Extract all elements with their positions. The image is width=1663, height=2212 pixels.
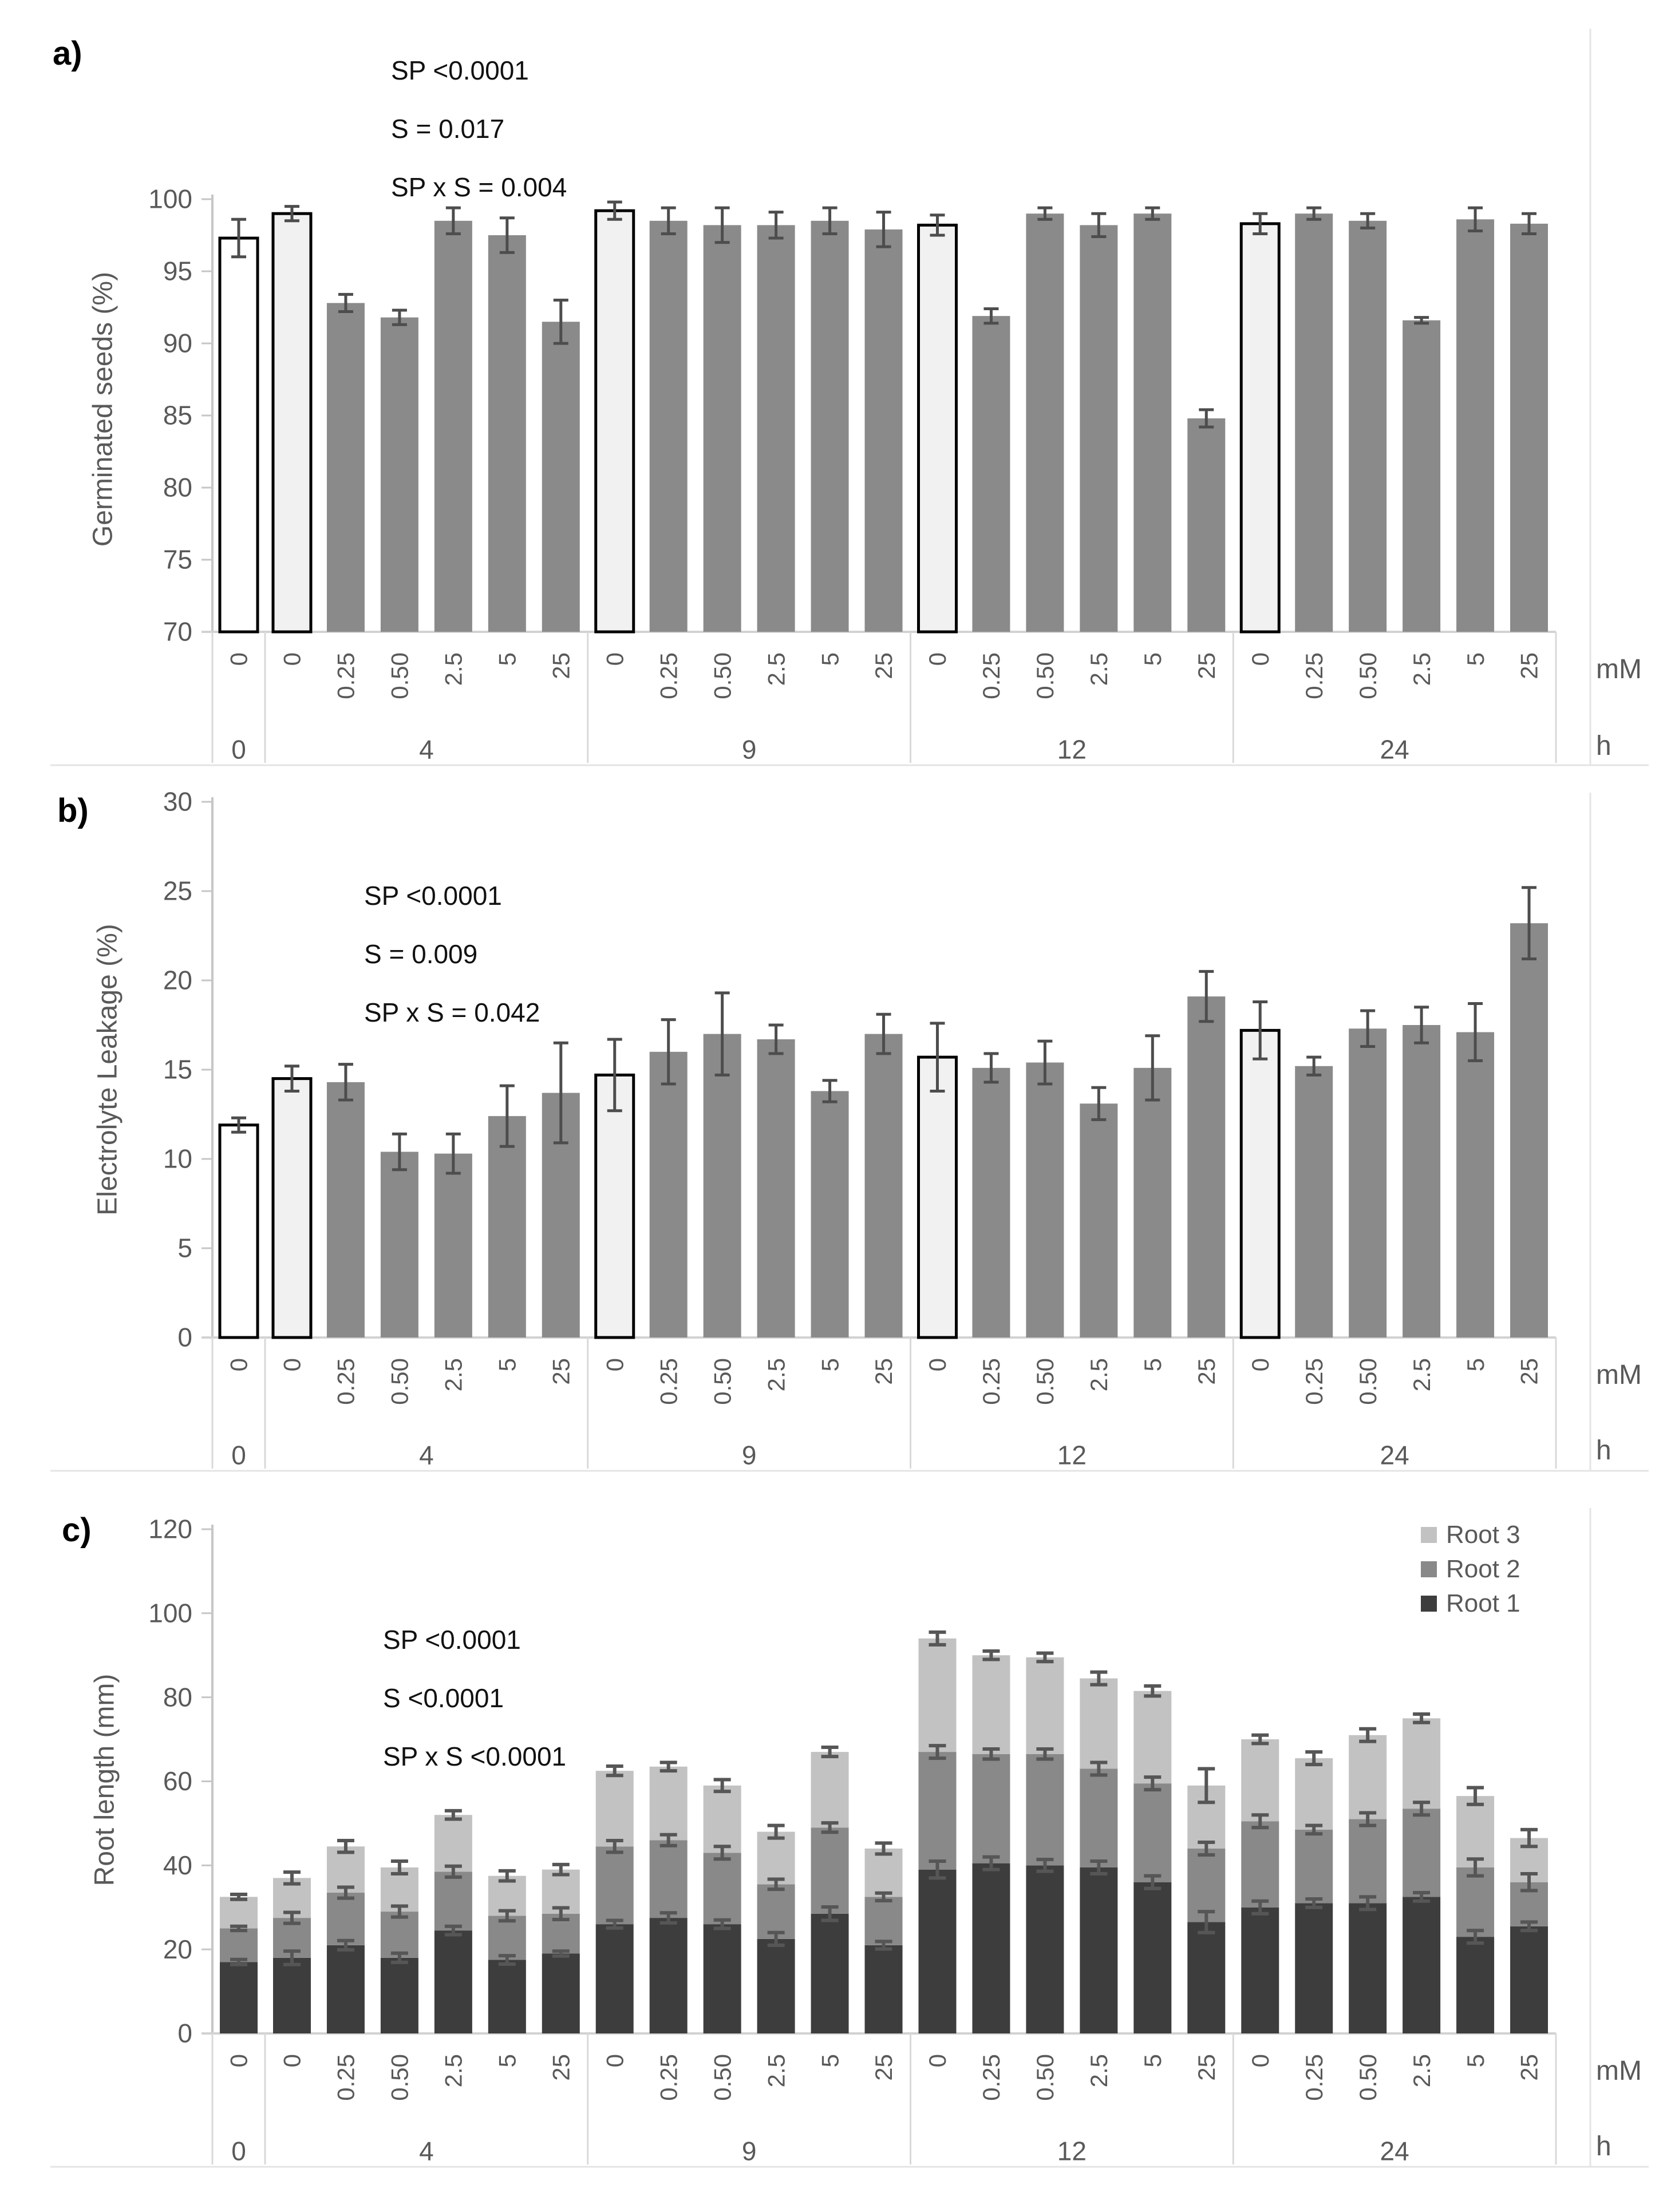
x-tick-label: 0.50: [1032, 652, 1059, 699]
x-tick-label: 2.5: [1085, 652, 1113, 686]
x-tick-label: 0.50: [386, 1358, 413, 1405]
y-tick-label: 90: [163, 328, 192, 358]
y-tick-label: 70: [163, 616, 192, 647]
bar: [1187, 996, 1225, 1338]
bar-segment: [1403, 1809, 1440, 1897]
bar-segment: [1080, 1679, 1117, 1769]
panel-label-a: a): [53, 35, 82, 72]
bar-segment: [381, 1958, 418, 2033]
bar-segment: [1295, 1903, 1333, 2033]
x-tick-label: 5: [1139, 1358, 1167, 1372]
x-tick-label: 0.25: [1300, 2054, 1328, 2101]
x-unit-label-c: mM: [1596, 2056, 1642, 2086]
x-tick-label: 5: [816, 652, 844, 666]
bar: [1295, 1066, 1333, 1338]
bar-segment: [596, 1924, 634, 2033]
legend-item-root2: [1421, 1552, 1520, 1586]
bar: [650, 1052, 688, 1338]
bar-segment: [1241, 1908, 1279, 2033]
stats-line: SP <0.0001: [364, 881, 502, 911]
bar-segment: [918, 1870, 956, 2033]
x-tick-label: 2.5: [763, 652, 790, 686]
bar-segment: [1403, 1718, 1440, 1809]
x-tick-label: 5: [1461, 652, 1489, 666]
group-label: 24: [1380, 1440, 1409, 1470]
bar-segment: [434, 1930, 472, 2033]
group-unit-label-a: h: [1596, 731, 1611, 761]
bar: [273, 1079, 311, 1338]
group-label: 0: [231, 1440, 246, 1470]
y-tick-label: 30: [163, 786, 192, 817]
x-tick-label: 0: [601, 2054, 629, 2068]
group-label: 24: [1380, 734, 1409, 765]
bar-segment: [488, 1960, 526, 2033]
bar-segment: [1456, 1937, 1494, 2033]
bar-segment: [596, 1846, 634, 1924]
x-tick-label: 5: [816, 1358, 844, 1372]
bar-segment: [1187, 1922, 1225, 2033]
x-tick-label: 0.50: [386, 2054, 413, 2101]
bar: [918, 1057, 956, 1338]
bar-segment: [1295, 1758, 1333, 1830]
y-tick-label: 25: [163, 876, 192, 906]
bar-segment: [918, 1752, 956, 1870]
bar-segment: [650, 1840, 688, 1918]
bar: [488, 1116, 526, 1338]
group-label: 0: [231, 2136, 246, 2166]
x-tick-label: 0.50: [1354, 652, 1381, 699]
x-tick-label: 25: [870, 2054, 898, 2081]
bar-segment: [434, 1815, 472, 1871]
panel-label-c: c): [62, 1511, 92, 1549]
bar: [1349, 1028, 1387, 1338]
x-tick-label: 2.5: [440, 1358, 467, 1392]
y-tick-label: 80: [163, 1682, 192, 1712]
bar: [1510, 923, 1548, 1338]
bar-segment: [327, 1945, 365, 2033]
bar: [1133, 213, 1171, 632]
bar-segment: [434, 1871, 472, 1930]
panel-label-b: b): [57, 792, 89, 829]
x-tick-label: 2.5: [1408, 2054, 1435, 2088]
y-tick-label: 5: [177, 1233, 192, 1263]
bar: [1456, 1032, 1494, 1338]
group-label: 0: [231, 734, 246, 765]
group-label: 4: [419, 2136, 434, 2166]
x-tick-label: 0.25: [1300, 652, 1328, 699]
x-tick-label: 0.25: [332, 652, 360, 699]
x-tick-label: 25: [1515, 1358, 1543, 1385]
bar: [327, 303, 365, 632]
bar-segment: [542, 1954, 580, 2033]
x-unit-label-b: mM: [1596, 1360, 1642, 1390]
y-tick-label: 80: [163, 472, 192, 502]
bar-segment: [972, 1863, 1010, 2033]
legend-swatch-root2: [1421, 1561, 1437, 1577]
y-axis-title-c: Root length (mm): [89, 1673, 120, 1886]
bar: [381, 1152, 418, 1338]
bar: [1349, 221, 1387, 632]
x-tick-label: 5: [1139, 2054, 1167, 2068]
bar: [434, 221, 472, 632]
bar-segment: [1403, 1897, 1440, 2033]
x-tick-label: 2.5: [1408, 652, 1435, 686]
group-label: 4: [419, 734, 434, 765]
x-tick-label: 2.5: [440, 652, 467, 686]
bar-segment: [1510, 1926, 1548, 2033]
x-tick-label: 0.25: [655, 2054, 682, 2101]
legend-item-root3: [1421, 1518, 1520, 1552]
group-label: 4: [419, 1440, 434, 1470]
x-tick-label: 0: [601, 1358, 629, 1372]
y-tick-label: 0: [177, 1322, 192, 1352]
bar: [865, 229, 903, 632]
bar-segment: [327, 1893, 365, 1945]
stats-block-a: [391, 41, 567, 216]
bar-segment: [650, 1918, 688, 2033]
stats-line: S = 0.017: [391, 114, 505, 144]
y-tick-label: 20: [163, 1934, 192, 1964]
bar: [1241, 224, 1279, 632]
legend-swatch-root1: [1421, 1596, 1437, 1612]
bar-segment: [1026, 1865, 1064, 2033]
y-tick-label: 75: [163, 544, 192, 575]
group-unit-label-c: h: [1596, 2131, 1611, 2162]
legend-label: Root 1: [1446, 1589, 1520, 1617]
bar: [220, 238, 258, 632]
stats-line: SP <0.0001: [391, 56, 529, 85]
x-tick-label: 0.25: [978, 1358, 1005, 1405]
bar: [1403, 1025, 1440, 1338]
x-tick-label: 0: [924, 2054, 951, 2068]
bar-segment: [1349, 1735, 1387, 1819]
x-tick-label: 0: [225, 652, 252, 666]
x-tick-label: 0: [278, 652, 306, 666]
bar-segment: [811, 1914, 849, 2033]
bar-segment: [596, 1771, 634, 1846]
y-tick-label: 85: [163, 400, 192, 430]
bar-segment: [865, 1849, 903, 1897]
bar-segment: [1295, 1830, 1333, 1903]
group-label: 9: [741, 734, 757, 765]
x-tick-label: 0.50: [1032, 1358, 1059, 1405]
stats-line: SP x S <0.0001: [383, 1742, 567, 1771]
group-label: 12: [1057, 1440, 1087, 1470]
bar: [757, 1039, 795, 1338]
legend-label: Root 2: [1446, 1555, 1520, 1583]
group-unit-label-b: h: [1596, 1435, 1611, 1466]
bar: [972, 1068, 1010, 1338]
x-tick-label: 25: [547, 2054, 575, 2081]
x-tick-label: 0.25: [655, 1358, 682, 1405]
bar-segment: [1080, 1867, 1117, 2033]
bar-segment: [811, 1752, 849, 1827]
legend-label: Root 3: [1446, 1521, 1520, 1549]
y-tick-label: 95: [163, 256, 192, 286]
y-tick-label: 120: [148, 1514, 192, 1544]
stats-line: SP <0.0001: [383, 1625, 521, 1655]
x-tick-label: 0.25: [978, 652, 1005, 699]
legend-swatch-root3: [1421, 1527, 1437, 1543]
bar-segment: [1349, 1819, 1387, 1904]
x-tick-label: 0: [278, 1358, 306, 1372]
x-tick-label: 5: [1461, 1358, 1489, 1372]
bar: [1456, 219, 1494, 632]
bar-segment: [1241, 1821, 1279, 1908]
stats-line: SP x S = 0.004: [391, 172, 567, 202]
bar-segment: [972, 1655, 1010, 1754]
y-tick-label: 10: [163, 1143, 192, 1174]
y-tick-label: 60: [163, 1766, 192, 1796]
bar: [1403, 320, 1440, 632]
bar-segment: [1241, 1739, 1279, 1821]
bar: [596, 211, 634, 632]
x-tick-label: 0.50: [1354, 1358, 1381, 1405]
bar: [596, 1075, 634, 1338]
x-tick-label: 0: [278, 2054, 306, 2068]
x-tick-label: 0: [924, 1358, 951, 1372]
stats-line: SP x S = 0.042: [364, 998, 540, 1027]
x-tick-label: 0.50: [709, 2054, 736, 2101]
x-tick-label: 2.5: [440, 2054, 467, 2088]
bar: [1080, 1103, 1117, 1338]
bar: [488, 235, 526, 632]
x-tick-label: 2.5: [763, 1358, 790, 1392]
x-tick-label: 25: [870, 1358, 898, 1385]
x-tick-label: 0.50: [709, 652, 736, 699]
x-tick-label: 0.25: [1300, 1358, 1328, 1405]
bar: [704, 225, 741, 632]
bar-segment: [1349, 1903, 1387, 2033]
x-tick-label: 2.5: [763, 2054, 790, 2088]
y-tick-label: 100: [148, 184, 192, 214]
x-tick-label: 25: [547, 1358, 575, 1385]
x-tick-label: 5: [493, 1358, 521, 1372]
y-tick-label: 0: [177, 2018, 192, 2048]
bar: [1241, 1030, 1279, 1338]
x-tick-label: 0: [225, 2054, 252, 2068]
bar-segment: [757, 1939, 795, 2033]
bar-segment: [273, 1958, 311, 2033]
x-tick-label: 5: [816, 2054, 844, 2068]
bar: [542, 322, 580, 632]
x-tick-label: 0.50: [709, 1358, 736, 1405]
x-tick-label: 5: [493, 652, 521, 666]
x-tick-label: 5: [1461, 2054, 1489, 2068]
stats-line: S <0.0001: [383, 1683, 504, 1713]
bar-segment: [757, 1884, 795, 1938]
x-tick-label: 25: [1192, 652, 1220, 679]
group-label: 9: [741, 1440, 757, 1470]
x-tick-label: 25: [1515, 2054, 1543, 2081]
bar: [1187, 418, 1225, 632]
bar-segment: [1026, 1657, 1064, 1754]
x-tick-label: 0.25: [332, 1358, 360, 1405]
y-tick-label: 20: [163, 965, 192, 995]
bar: [811, 221, 849, 632]
x-tick-label: 5: [1139, 652, 1167, 666]
bar-segment: [220, 1962, 258, 2033]
bar: [1295, 213, 1333, 632]
bar: [1133, 1068, 1171, 1338]
legend-item-root1: [1421, 1586, 1520, 1621]
x-tick-label: 0.25: [655, 652, 682, 699]
x-tick-label: 2.5: [1408, 1358, 1435, 1392]
x-tick-label: 25: [870, 652, 898, 679]
bar-segment: [1133, 1691, 1171, 1784]
bar: [918, 225, 956, 632]
x-tick-label: 2.5: [1085, 2054, 1113, 2088]
bar-segment: [811, 1827, 849, 1914]
group-label: 24: [1380, 2136, 1409, 2166]
x-tick-label: 0: [924, 652, 951, 666]
bar: [381, 318, 418, 632]
bar: [650, 221, 688, 632]
bar: [972, 316, 1010, 632]
chart-a-plot: [0, 0, 1663, 770]
y-axis-title-b: Electrolyte Leakage (%): [92, 924, 123, 1216]
bar: [704, 1034, 741, 1338]
bar: [1026, 213, 1064, 632]
bar: [327, 1082, 365, 1338]
bar-segment: [1080, 1768, 1117, 1867]
x-tick-label: 0.25: [332, 2054, 360, 2101]
bar: [1510, 224, 1548, 632]
x-tick-label: 25: [1515, 652, 1543, 679]
bar: [1080, 225, 1117, 632]
bar-segment: [918, 1639, 956, 1752]
bar: [220, 1125, 258, 1338]
x-tick-label: 0.50: [1354, 2054, 1381, 2101]
bar-segment: [1026, 1754, 1064, 1866]
x-tick-label: 0: [1246, 652, 1274, 666]
x-tick-label: 0: [1246, 1358, 1274, 1372]
stats-block-c: [383, 1610, 566, 1786]
group-label: 9: [741, 2136, 757, 2166]
bar-segment: [1456, 1867, 1494, 1937]
stats-line: S = 0.009: [364, 939, 478, 969]
legend: [1421, 1518, 1520, 1621]
bar-segment: [1456, 1796, 1494, 1867]
stats-block-b: [364, 866, 540, 1042]
x-tick-label: 2.5: [1085, 1358, 1113, 1392]
y-axis-title-a: Germinated seeds (%): [88, 271, 118, 547]
bar: [1026, 1063, 1064, 1338]
x-tick-label: 0: [1246, 2054, 1274, 2068]
bar-segment: [865, 1945, 903, 2033]
bar: [865, 1034, 903, 1338]
bar-segment: [650, 1767, 688, 1840]
bar-segment: [704, 1853, 741, 1924]
x-tick-label: 25: [547, 652, 575, 679]
chart-b-plot: [0, 770, 1663, 1479]
bar-segment: [865, 1897, 903, 1945]
bar-segment: [220, 1928, 258, 1962]
bar-segment: [220, 1897, 258, 1928]
chart-c-plot: [0, 1479, 1663, 2212]
group-label: 12: [1057, 2136, 1087, 2166]
x-tick-label: 5: [493, 2054, 521, 2068]
x-tick-label: 0: [225, 1358, 252, 1372]
x-tick-label: 0.50: [386, 652, 413, 699]
x-tick-label: 0.25: [978, 2054, 1005, 2101]
x-tick-label: 25: [1192, 2054, 1220, 2081]
group-label: 12: [1057, 734, 1087, 765]
x-tick-label: 0: [601, 652, 629, 666]
y-tick-label: 15: [163, 1054, 192, 1085]
bar-segment: [1133, 1783, 1171, 1882]
x-unit-label-a: mM: [1596, 654, 1642, 684]
x-tick-label: 25: [1192, 1358, 1220, 1385]
bar-segment: [1133, 1882, 1171, 2033]
bar: [811, 1091, 849, 1338]
bar-segment: [704, 1924, 741, 2033]
bar: [273, 213, 311, 632]
y-tick-label: 40: [163, 1850, 192, 1880]
bar-segment: [704, 1786, 741, 1853]
y-tick-label: 100: [148, 1598, 192, 1628]
bar: [757, 225, 795, 632]
bar: [434, 1154, 472, 1338]
bar-segment: [972, 1754, 1010, 1863]
x-tick-label: 0.50: [1032, 2054, 1059, 2101]
